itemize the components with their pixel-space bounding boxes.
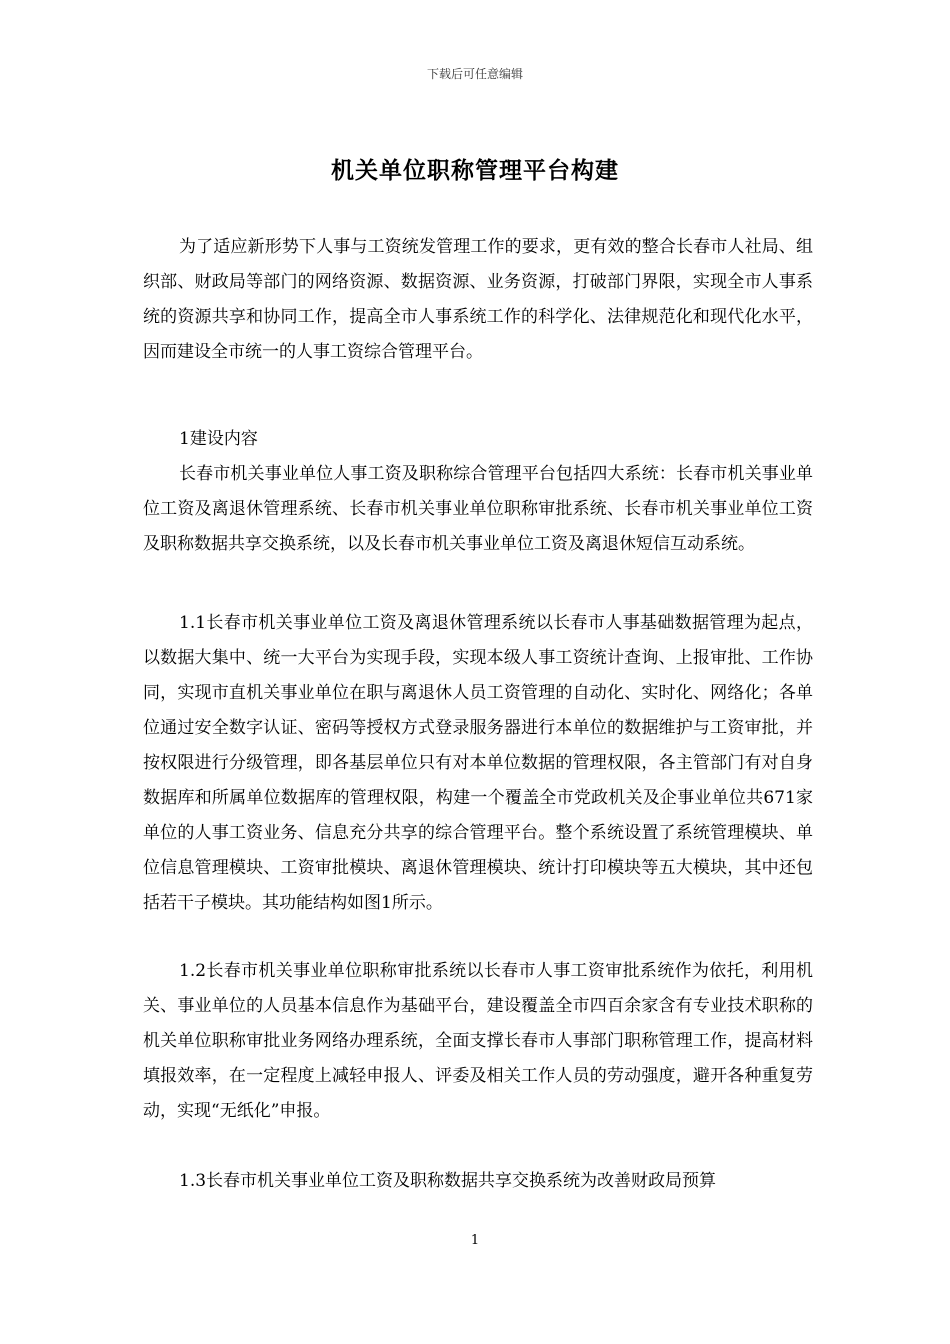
document-title: 机关单位职称管理平台构建 (331, 157, 619, 184)
paragraph-1-3: 1.3长春市机关事业单位工资及职称数据共享交换系统为改善财政局预算 (179, 1171, 717, 1191)
header-note: 下载后可任意编辑 (426, 67, 523, 81)
paragraph-intro: 为了适应新形势下人事与工资统发管理工作的要求，更有效的整合长春市人社局、组织部、财政局等部门的网络资源、数据资源、业务资源，打破部门界限，实现全市人事系统的资源共享和协同工作，提高全市人事系统工作的科学化、法律规范化和现代化水平，因而建设全市统一的人事工资综合管理平台。 (143, 237, 813, 362)
paragraph-1-1: 1.1长春市机关事业单位工资及离退休管理系统以长春市人事基础数据管理为起点，以数据大集中、统一大平台为实现手段，实现本级人事工资统计查询、上报审批、工作协同，实现市直机关事业单位在职与离退休人员工资管理的自动化、实时化、网络化；各单位通过安全数字认证、密码等授权方式登录服务器进行本单位的数据维护与工资审批，并按权限进行分级管理，即各基层单位只有对本单位数据的管理权限，各主管部门有对自身数据库和所属单位数据库的管理权限，构建一个覆盖全市党政机关及企事业单位共671家单位的人事工资业务、信息充分共享的综合管理平台。整个系统设置了系统管理模块、单位信息管理模块、工资审批模块、离退休管理模块、统计打印模块等五大模块，其中还包括若干子模块。其功能结构如图1所示。 (143, 613, 813, 913)
page-number: 1 (470, 1233, 480, 1248)
section-heading: 1建设内容 (179, 429, 258, 449)
paragraph-1-2: 1.2长春市机关事业单位职称审批系统以长春市人事工资审批系统作为依托，利用机关、事业单位的人员基本信息作为基础平台，建设覆盖全市四百余家含有专业技术职称的机关单位职称审批业务网络办理系统，全面支撑长春市人事部门职称管理工作，提高材料填报效率，在一定程度上减轻申报人、评委及相关工作人员的劳动强度，避开各种重复劳动，实现“无纸化”申报。 (143, 961, 813, 1121)
paragraph-overview: 长春市机关事业单位人事工资及职称综合管理平台包括四大系统：长春市机关事业单位工资及离退休管理系统、长春市机关事业单位职称审批系统、长春市机关事业单位工资及职称数据共享交换系统，以及长春市机关事业单位工资及离退休短信互动系统。 (143, 464, 813, 554)
